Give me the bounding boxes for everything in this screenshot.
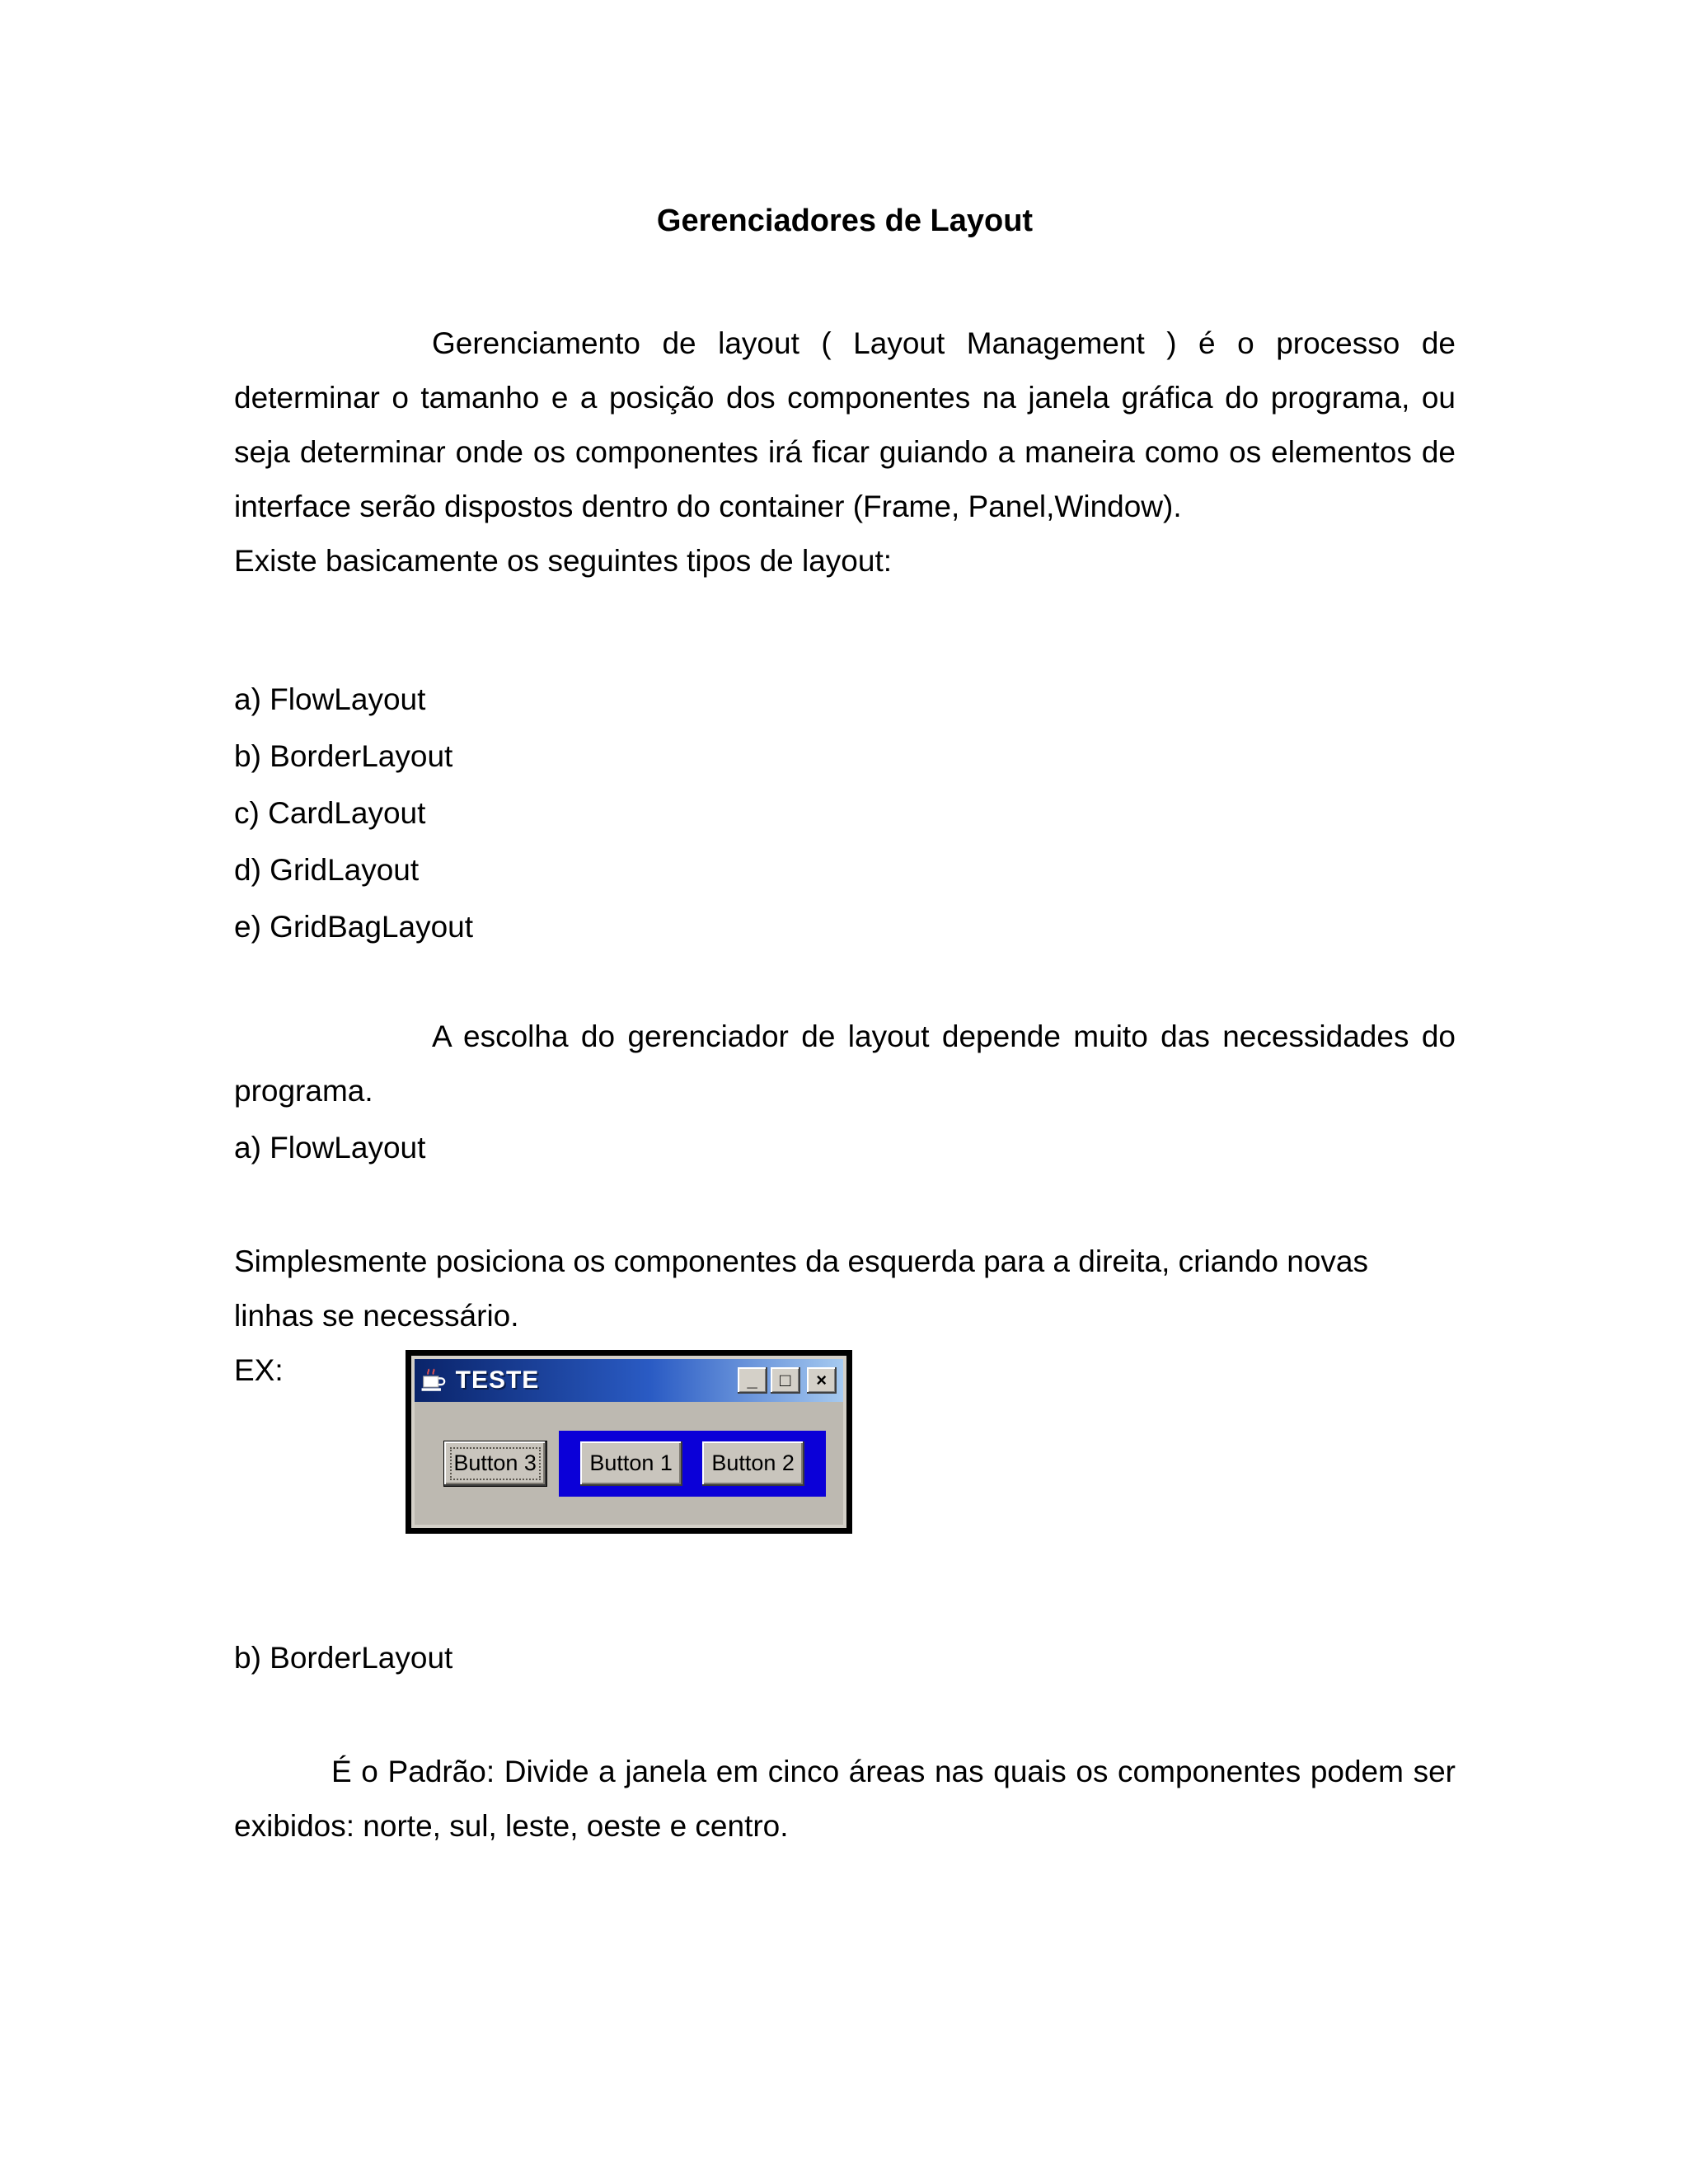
button-2: Button 2 [702,1441,804,1486]
window-title: TESTE [455,1366,540,1394]
flowlayout-description: Simplesmente posiciona os componentes da esquerda para a direita, criando novas linhas se necessário. [234,1244,1368,1333]
button-3: Button 3 [444,1441,546,1486]
list-item: a) FlowLayout [234,682,426,716]
list-item: b) BorderLayout [234,739,453,773]
intro-paragraph: Gerenciamento de layout ( Layout Management ) é o processo de determinar o tamanho e a posição dos componentes na janela gráfica do programa, ou seja determinar onde os componentes irá ficar guiando a maneira como os elementos de interface serão dispostos dentro do container (Frame, Panel,Window). [234,326,1456,523]
intro-followup: Existe basicamente os seguintes tipos de layout: [234,544,893,578]
window-titlebar [415,1359,843,1402]
window-caption-buttons [734,1367,837,1394]
java-cup-icon [420,1366,448,1394]
flowlayout-example-image [406,1350,852,1534]
flowlayout-heading: a) FlowLayout [234,1131,426,1165]
layout-types-list [234,671,1456,955]
list-item: d) GridLayout [234,853,420,887]
close-icon: × [807,1367,837,1394]
maximize-icon: □ [771,1367,800,1394]
button-1: Button 1 [580,1441,682,1486]
borderlayout-heading: b) BorderLayout [234,1641,453,1675]
list-item: e) GridBagLayout [234,910,474,944]
list-item: c) CardLayout [234,796,426,830]
choice-paragraph: A escolha do gerenciador de layout depende muito das necessidades do programa. [234,1019,1456,1108]
minimize-icon: _ [738,1367,767,1394]
page-title: Gerenciadores de Layout [656,204,1034,238]
example-label: EX: [234,1353,284,1387]
flowlayout-panel [559,1431,826,1497]
example-row [234,1343,1456,1534]
borderlayout-description: É o Padrão: Divide a janela em cinco áreas nas quais os componentes podem ser exibidos: norte, sul, leste, oeste e centro. [234,1755,1456,1843]
window-client-area [415,1402,843,1525]
